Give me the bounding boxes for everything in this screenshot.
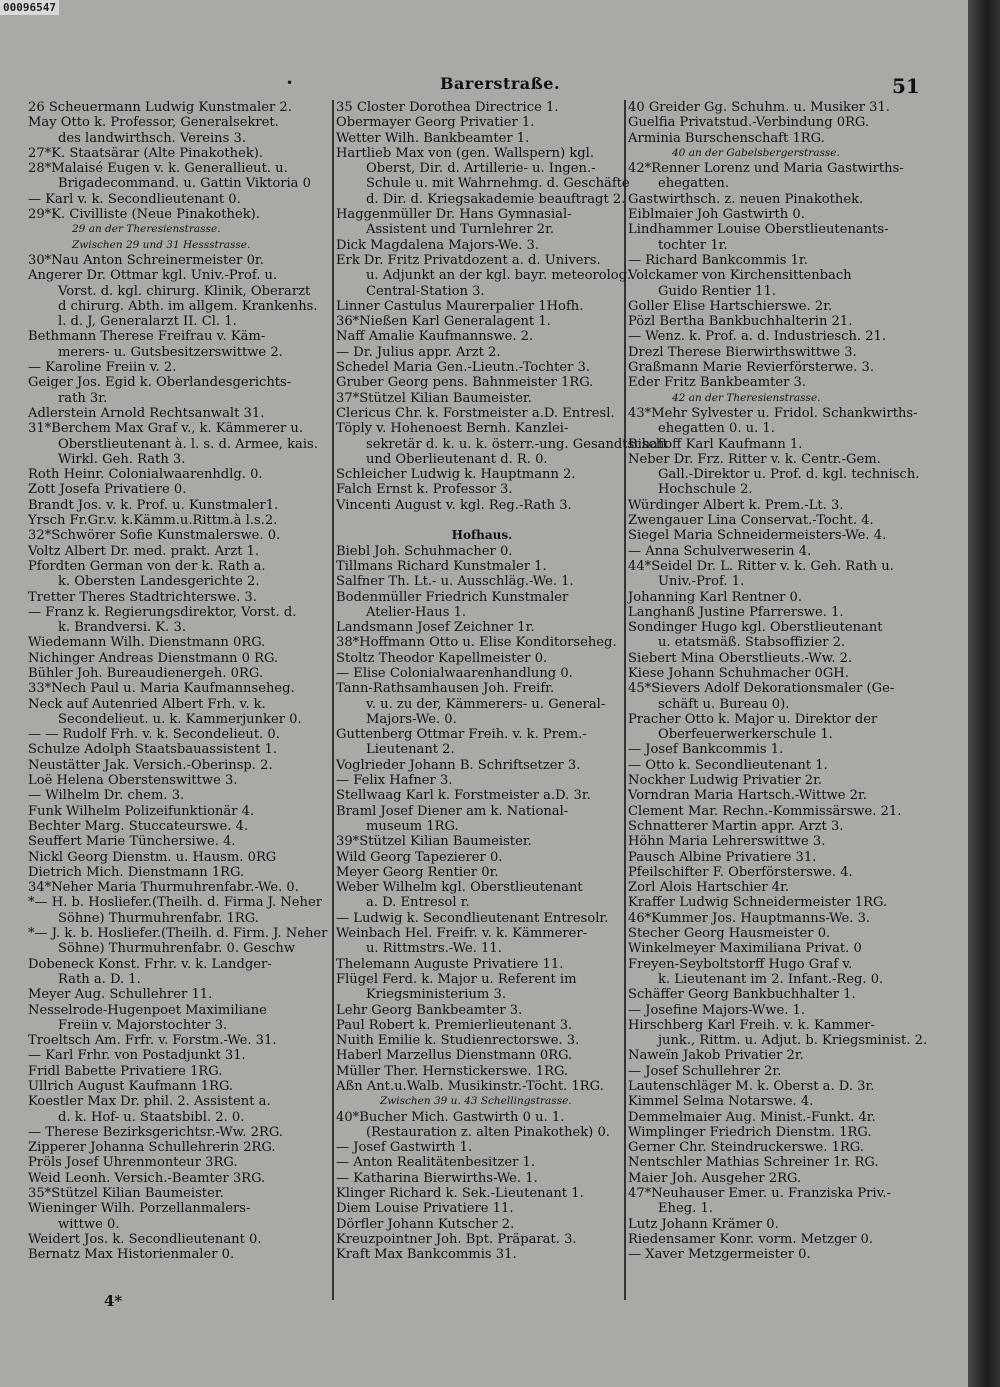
directory-line: Maier Joh. Ausgeher 2RG.	[628, 1170, 802, 1186]
directory-line: — Richard Bankcommis 1r.	[628, 252, 808, 268]
directory-line: sekretär d. k. u. k. österr.-ung. Gesandtschaft	[366, 436, 668, 452]
directory-line: Guelfia Privatstud.-Verbindung 0RG.	[628, 115, 870, 131]
directory-line: Bethmann Therese Freifrau v. Käm-	[28, 329, 266, 345]
directory-line: k. Lieutenant im 2. Infant.-Reg. 0.	[658, 971, 884, 987]
directory-line: Bechter Marg. Stuccateurswe. 4.	[28, 818, 249, 834]
directory-line: 38*Hoffmann Otto u. Elise Konditorseheg.	[336, 635, 617, 651]
directory-line: Geiger Jos. Egid k. Oberlandesgerichts-	[28, 375, 292, 391]
directory-line: Sondinger Hugo kgl. Oberstlieutenant	[628, 620, 883, 636]
directory-line: Freiin v. Majorstochter 3.	[58, 1017, 228, 1033]
directory-line: Winkelmeyer Maximiliana Privat. 0	[628, 941, 862, 957]
directory-line: Weid Leonh. Versich.-Beamter 3RG.	[28, 1170, 266, 1186]
directory-line: d chirurg. Abth. im allgem. Krankenhs.	[58, 298, 318, 314]
directory-line: Vorndran Maria Hartsch.-Wittwe 2r.	[628, 788, 867, 804]
directory-line: Majors-We. 0.	[366, 711, 457, 727]
directory-line: ehegatten 0. u. 1.	[658, 421, 775, 437]
directory-line: Guttenberg Ottmar Freih. v. k. Prem.-	[336, 727, 587, 743]
directory-line: k. Obersten Landesgerichte 2.	[58, 574, 260, 590]
directory-line: 45*Sievers Adolf Dekorationsmaler (Ge-	[628, 681, 895, 697]
directory-line: Zwischen 29 und 31 Hessstrasse.	[72, 238, 251, 251]
directory-line: Lindhammer Louise Oberstlieutenants-	[628, 222, 889, 238]
directory-line: Stoltz Theodor Kapellmeister 0.	[336, 650, 548, 666]
directory-line: Nichinger Andreas Dienstmann 0 RG.	[28, 650, 279, 666]
directory-line: 44*Seidel Dr. L. Ritter v. k. Geh. Rath u.	[628, 558, 894, 574]
directory-line: Pözl Bertha Bankbuchhalterin 21.	[628, 314, 853, 330]
directory-line: — Anton Realitätenbesitzer 1.	[336, 1155, 536, 1171]
directory-line: Kiese Johann Schuhmacher 0GH.	[628, 665, 849, 681]
directory-line: Ullrich August Kaufmann 1RG.	[28, 1079, 234, 1094]
directory-line: Kraffer Ludwig Schneidermeister 1RG.	[628, 895, 888, 911]
directory-line: — Elise Colonialwaarenhandlung 0.	[336, 665, 573, 681]
directory-line: 39*Stützel Kilian Baumeister.	[336, 834, 532, 850]
directory-line: — Josef Gastwirth 1.	[336, 1140, 473, 1156]
directory-line: Gruber Georg pens. Bahnmeister 1RG.	[336, 375, 594, 391]
directory-line: Oberstlieutenant à. l. s. d. Armee, kais.	[58, 436, 318, 452]
directory-line: ehegatten.	[658, 176, 729, 192]
directory-line: Freyen-Seyboltstorff Hugo Graf v.	[628, 956, 853, 972]
directory-line: — — Rudolf Frh. v. k. Secondelieut. 0.	[28, 727, 280, 743]
directory-line: Koestler Max Dr. phil. 2. Assistent a.	[28, 1094, 271, 1110]
directory-line: 42 an der Theresienstrasse.	[672, 391, 821, 404]
directory-line: (Restauration z. alten Pinakothek) 0.	[366, 1124, 610, 1140]
directory-line: Stellwaag Karl k. Forstmeister a.D. 3r.	[336, 788, 591, 804]
directory-line: Landsmann Josef Zeichner 1r.	[336, 620, 535, 636]
directory-line: Söhne) Thurmuhrenfabr. 0. Geschw	[58, 941, 296, 957]
directory-line: tochter 1r.	[658, 237, 728, 253]
directory-line: — Josef Bankcommis 1.	[628, 742, 784, 758]
directory-line: Schulze Adolph Staatsbauassistent 1.	[28, 742, 278, 758]
directory-line: Hofhaus.	[451, 528, 513, 543]
directory-line: Pausch Albine Privatiere 31.	[628, 849, 817, 865]
directory-line: Nickl Georg Dienstm. u. Hausm. 0RG	[28, 849, 277, 865]
directory-line: Schleicher Ludwig k. Hauptmann 2.	[336, 467, 576, 483]
directory-line: Wild Georg Tapezierer 0.	[336, 849, 503, 865]
directory-line: Schäffer Georg Bankbuchhalter 1.	[628, 987, 856, 1003]
directory-line: — Dr. Julius appr. Arzt 2.	[336, 344, 501, 360]
directory-line: Gerner Chr. Steindruckerswe. 1RG.	[628, 1140, 864, 1156]
directory-line: Brigadecommand. u. Gattin Viktoria 0	[58, 176, 311, 192]
directory-line: Hirschberg Karl Freih. v. k. Kammer-	[628, 1017, 875, 1033]
directory-line: — Otto k. Secondlieutenant 1.	[628, 757, 828, 773]
directory-line: Demmelmaier Aug. Minist.-Funkt. 4r.	[628, 1109, 876, 1125]
column-1	[28, 100, 328, 1263]
directory-line: 29 an der Theresienstrasse.	[72, 223, 221, 236]
directory-line: Eder Fritz Bankbeamter 3.	[628, 375, 807, 391]
directory-line: Höhn Maria Lehrerswittwe 3.	[628, 834, 826, 850]
directory-line: 43*Mehr Sylvester u. Fridol. Schankwirths-	[628, 405, 918, 421]
directory-line: *— J. k. b. Hosliefer.(Theilh. d. Firm. J. Neher	[28, 926, 328, 942]
directory-line: d. k. Hof- u. Staatsbibl. 2. 0.	[58, 1109, 245, 1125]
directory-line: Naweïn Jakob Privatier 2r.	[628, 1048, 804, 1064]
book-spine	[968, 0, 1000, 1387]
directory-line: Haggenmüller Dr. Hans Gymnasial-	[336, 207, 572, 223]
directory-line: Riedensamer Konr. vorm. Metzger 0.	[628, 1231, 874, 1247]
directory-line: Johanning Karl Rentner 0.	[628, 589, 802, 605]
directory-line: Weidert Jos. k. Secondlieutenant 0.	[28, 1231, 262, 1247]
directory-line: Fridl Babette Privatiere 1RG.	[28, 1063, 223, 1079]
directory-line: Schedel Maria Gen.-Lieutn.-Tochter 3.	[336, 360, 590, 376]
directory-line: Zott Josefa Privatiere 0.	[28, 482, 187, 498]
directory-line: Obermayer Georg Privatier 1.	[336, 115, 535, 131]
directory-line: Erk Dr. Fritz Privatdozent a. d. Univers.	[336, 252, 601, 268]
directory-line: Langhanß Justine Pfarrerswe. 1.	[628, 604, 844, 620]
directory-line: Kraft Max Bankcommis 31.	[336, 1247, 517, 1263]
directory-line: Bühler Joh. Bureaudienergeh. 0RG.	[28, 665, 264, 681]
directory-line: 42*Renner Lorenz und Maria Gastwirths-	[628, 161, 904, 177]
directory-line: und Oberlieutenant d. R. 0.	[366, 451, 548, 467]
directory-line: Müller Ther. Hernstickerswe. 1RG.	[336, 1063, 569, 1079]
directory-line: Gall.-Direktor u. Prof. d. kgl. technisch.	[658, 467, 920, 483]
running-head: Barerstraße.	[440, 74, 561, 93]
directory-line: Biebl Joh. Schuhmacher 0.	[336, 543, 513, 559]
directory-line: Zwengauer Lina Conservat.-Tocht. 4.	[628, 513, 874, 529]
directory-line: — Wenz. k. Prof. a. d. Industriesch. 21.	[628, 329, 887, 345]
directory-line: Vorst. d. kgl. chirurg. Klinik, Oberarzt	[58, 283, 311, 299]
directory-line: — Karl Frhr. von Postadjunkt 31.	[28, 1048, 246, 1064]
directory-line: 36*Nießen Karl Generalagent 1.	[336, 314, 551, 330]
directory-line: Meyer Aug. Schullehrer 11.	[28, 987, 213, 1003]
directory-line: Kimmel Selma Notarswe. 4.	[628, 1094, 814, 1110]
directory-line: Pröls Josef Uhrenmonteur 3RG.	[28, 1155, 238, 1171]
directory-line: Wiedemann Wilh. Dienstmann 0RG.	[28, 635, 266, 651]
directory-line: Bodenmüller Friedrich Kunstmaler	[336, 589, 569, 605]
directory-line: Wieninger Wilh. Porzellanmalers-	[28, 1201, 251, 1217]
directory-line: Zorl Alois Hartschier 4r.	[628, 880, 790, 896]
directory-line: Dick Magdalena Majors-We. 3.	[336, 237, 540, 253]
directory-line: Thelemann Auguste Privatiere 11.	[336, 956, 564, 972]
directory-line: Naff Amalie Kaufmannswe. 2.	[336, 329, 534, 345]
directory-line: Clement Mar. Rechn.-Kommissärswe. 21.	[628, 803, 902, 819]
directory-line: Meyer Georg Rentier 0r.	[336, 864, 499, 880]
directory-line: Söhne) Thurmuhrenfabr. 1RG.	[58, 910, 259, 926]
directory-line: Brandt Jos. v. k. Prof. u. Kunstmaler1.	[28, 497, 279, 513]
column-2	[336, 100, 668, 1263]
directory-line: — Franz k. Regierungsdirektor, Vorst. d.	[28, 604, 297, 620]
directory-line: Siegel Maria Schneidermeisters-We. 4.	[628, 528, 887, 544]
directory-line: Zipperer Johanna Schullehrerin 2RG.	[28, 1140, 276, 1156]
directory-line: Univ.-Prof. 1.	[658, 574, 745, 590]
directory-line: Eiblmaier Joh Gastwirth 0.	[628, 207, 805, 223]
directory-line: merers- u. Gutsbesitzerswittwe 2.	[58, 344, 283, 360]
directory-line: 27*K. Staatsärar (Alte Pinakothek).	[28, 145, 264, 161]
directory-line: Arminia Burschenschaft 1RG.	[628, 130, 825, 146]
directory-line: Rath a. D. 1.	[58, 971, 141, 987]
directory-line: Weinbach Hel. Freifr. v. k. Kämmerer-	[336, 926, 588, 942]
column-3	[628, 100, 946, 1263]
catchword: 4*	[104, 1292, 123, 1310]
directory-line: — Ludwig k. Secondlieutenant Entresolr.	[336, 910, 609, 926]
directory-line: Klinger Richard k. Sek.-Lieutenant 1.	[336, 1186, 584, 1202]
directory-line: Neck auf Autenried Albert Frh. v. k.	[28, 696, 266, 712]
directory-line: l. d. J, Generalarzt II. Cl. 1.	[58, 314, 237, 330]
directory-line: a. D. Entresol r.	[366, 895, 470, 911]
directory-line: 35*Stützel Kilian Baumeister.	[28, 1186, 224, 1202]
directory-line: des landwirthsch. Vereins 3.	[58, 130, 246, 146]
directory-line: 32*Schwörer Sofie Kunstmalerswe. 0.	[28, 528, 281, 544]
directory-line: 29*K. Civilliste (Neue Pinakothek).	[28, 207, 260, 223]
directory-line: u. Rittmstrs.-We. 11.	[366, 941, 502, 957]
directory-line: Wimplinger Friedrich Dienstm. 1RG.	[628, 1124, 872, 1140]
directory-line: Falch Ernst k. Professor 3.	[336, 482, 513, 498]
directory-line: 31*Berchem Max Graf v., k. Kämmerer u.	[28, 421, 304, 437]
directory-line: Würdinger Albert k. Prem.-Lt. 3.	[628, 497, 844, 513]
directory-line: Siebert Mina Oberstlieuts.-Ww. 2.	[628, 650, 853, 666]
directory-line: Weber Wilhelm kgl. Oberstlieutenant	[336, 880, 583, 896]
column-rule	[332, 100, 334, 1300]
directory-line: Drezl Therese Bierwirthswittwe 3.	[628, 344, 857, 360]
directory-line: 26 Scheuermann Ludwig Kunstmaler 2.	[28, 100, 292, 115]
directory-line: Angerer Dr. Ottmar kgl. Univ.-Prof. u.	[28, 268, 278, 284]
directory-line: Nuith Emilie k. Studienrectorswe. 3.	[336, 1033, 580, 1049]
directory-line: 46*Kummer Jos. Hauptmanns-We. 3.	[628, 910, 871, 926]
directory-line: Lautenschläger M. k. Oberst a. D. 3r.	[628, 1079, 875, 1094]
directory-line: — Katharina Bierwirths-We. 1.	[336, 1170, 538, 1186]
directory-line: Troeltsch Am. Frfr. v. Forstm.-We. 31.	[28, 1033, 277, 1049]
directory-line: v. u. zu der, Kämmerers- u. General-	[366, 696, 606, 712]
directory-line: — Josef Schullehrer 2r.	[628, 1063, 782, 1079]
directory-line: Lieutenant 2.	[366, 742, 455, 758]
directory-line: — Anna Schulverweserin 4.	[628, 543, 812, 559]
directory-line: Secondelieut. u. k. Kammerjunker 0.	[58, 711, 302, 727]
directory-line: Dobeneck Konst. Frhr. v. k. Landger-	[28, 956, 272, 972]
directory-line: Lutz Johann Krämer 0.	[628, 1216, 779, 1232]
directory-line: Paul Robert k. Premierlieutenant 3.	[336, 1017, 573, 1033]
directory-line: 28*Malaisé Eugen v. k. Generallieut. u.	[28, 161, 288, 177]
directory-line: 37*Stützel Kilian Baumeister.	[336, 390, 532, 406]
directory-line: Zwischen 39 u. 43 Schellingstrasse.	[380, 1095, 572, 1108]
directory-line: k. Brandversi. K. 3.	[58, 620, 186, 636]
directory-line: Goller Elise Hartschierswe. 2r.	[628, 298, 833, 314]
directory-line: 40*Bucher Mich. Gastwirth 0 u. 1.	[336, 1109, 565, 1125]
page-number: 51	[892, 74, 920, 98]
directory-line: u. Adjunkt an der kgl. bayr. meteorolog.	[366, 268, 632, 284]
directory-line: 33*Nech Paul u. Maria Kaufmannseheg.	[28, 681, 295, 697]
directory-line: Seuffert Marie Tünchersiwe. 4.	[28, 834, 236, 850]
directory-line: Yrsch Fr.Gr.v. k.Kämm.u.Rittm.à l.s.2.	[28, 513, 278, 529]
directory-line: Voltz Albert Dr. med. prakt. Arzt 1.	[28, 543, 260, 559]
directory-line: — Wilhelm Dr. chem. 3.	[28, 788, 185, 804]
directory-line: junk., Rittm. u. Adjut. b. Kriegsminist. 2.	[658, 1033, 928, 1049]
directory-line: Assistent und Turnlehrer 2r.	[366, 222, 555, 238]
directory-line: Schnatterer Martin appr. Arzt 3.	[628, 818, 844, 834]
directory-line: rath 3r.	[58, 390, 108, 406]
directory-line: Schule u. mit Wahrnehmg. d. Geschäfte	[366, 176, 630, 192]
directory-line: — Therese Bezirksgerichtsr.-Ww. 2RG.	[28, 1124, 283, 1140]
directory-line: Lehr Georg Bankbeamter 3.	[336, 1002, 523, 1018]
directory-line: Funk Wilhelm Polizeifunktionär 4.	[28, 803, 255, 819]
directory-line: Voglrieder Johann B. Schriftsetzer 3.	[336, 757, 581, 773]
directory-line: Atelier-Haus 1.	[366, 604, 467, 620]
directory-line: *— H. b. Hosliefer.(Theilh. d. Firma J. Neher	[28, 895, 322, 911]
directory-line: u. etatsmäß. Stabsoffizier 2.	[658, 635, 846, 651]
directory-line: — Karoline Freiin v. 2.	[28, 360, 177, 376]
directory-line: Hochschule 2.	[658, 482, 753, 498]
directory-line: 30*Nau Anton Schreinermeister 0r.	[28, 252, 264, 268]
directory-line: Bernatz Max Historienmaler 0.	[28, 1247, 235, 1263]
directory-line: d. Dir. d. Kriegsakademie beauftragt 2.	[366, 191, 626, 207]
directory-line: Clericus Chr. k. Forstmeister a.D. Entresl.	[336, 405, 615, 421]
directory-line: wittwe 0.	[58, 1216, 120, 1232]
directory-line: — Josefine Majors-Wwe. 1.	[628, 1002, 806, 1018]
directory-line: Stecher Georg Hausmeister 0.	[628, 926, 831, 942]
directory-line: Central-Station 3.	[366, 283, 485, 299]
directory-line: Tillmans Richard Kunstmaler 1.	[336, 558, 547, 574]
directory-line: Dietrich Mich. Dienstmann 1RG.	[28, 864, 245, 880]
directory-line: Graßmann Marie Revierförsterwe. 3.	[628, 360, 875, 376]
directory-line: — Felix Hafner 3.	[336, 773, 453, 789]
directory-line: Pfeilschifter F. Oberförsterswe. 4.	[628, 864, 853, 880]
directory-line: Neustätter Jak. Versich.-Oberinsp. 2.	[28, 757, 273, 773]
directory-line: Kreuzpointner Joh. Bpt. Präparat. 3.	[336, 1231, 577, 1247]
directory-line: — Karl v. k. Secondlieutenant 0.	[28, 191, 241, 207]
directory-line: Braml Josef Diener am k. National-	[336, 803, 569, 819]
directory-line: Diem Louise Privatiere 11.	[336, 1201, 514, 1217]
directory-line: Roth Heinr. Colonialwaarenhdlg. 0.	[28, 467, 263, 483]
directory-line: 47*Neuhauser Emer. u. Franziska Priv.-	[628, 1186, 892, 1202]
directory-line: Wetter Wilh. Bankbeamter 1.	[336, 130, 530, 146]
directory-line: Loë Helena Oberstenswittwe 3.	[28, 773, 238, 789]
directory-line: Pracher Otto k. Major u. Direktor der	[628, 711, 878, 727]
directory-line: Adlerstein Arnold Rechtsanwalt 31.	[28, 405, 265, 421]
directory-line: Nentschler Mathias Schreiner 1r. RG.	[628, 1155, 879, 1171]
directory-line: Oberst, Dir. d. Artillerie- u. Ingen.-	[366, 161, 596, 177]
directory-line: 40 Greider Gg. Schuhm. u. Musiker 31.	[628, 100, 890, 115]
directory-line: Dörfler Johann Kutscher 2.	[336, 1216, 515, 1232]
directory-line: Volckamer von Kirchensittenbach	[628, 268, 852, 284]
archive-stamp: 00096547	[0, 0, 59, 15]
directory-line: Eheg. 1.	[658, 1201, 713, 1217]
directory-line: Salfner Th. Lt.- u. Ausschläg.-We. 1.	[336, 574, 574, 590]
directory-line	[336, 513, 628, 528]
directory-line: Bischoff Karl Kaufmann 1.	[628, 436, 803, 452]
directory-line: Pfordten German von der k. Rath a.	[28, 558, 266, 574]
directory-line: museum 1RG.	[366, 818, 459, 834]
directory-line: Aßn Ant.u.Walb. Musikinstr.-Töcht. 1RG.	[336, 1079, 604, 1094]
directory-line: 40 an der Gabelsbergerstrasse.	[672, 146, 840, 159]
directory-line: May Otto k. Professor, Generalsekret.	[28, 115, 279, 131]
directory-line: Tann-Rathsamhausen Joh. Freifr.	[336, 681, 555, 697]
directory-line: Haberl Marzellus Dienstmann 0RG.	[336, 1048, 573, 1064]
directory-line: Wirkl. Geh. Rath 3.	[58, 451, 186, 467]
directory-line: Hartlieb Max von (gen. Wallspern) kgl.	[336, 145, 595, 161]
directory-line: Guido Rentier 11.	[658, 283, 776, 299]
directory-line: Gastwirthsch. z. neuen Pinakothek.	[628, 191, 864, 207]
directory-line: Nockher Ludwig Privatier 2r.	[628, 773, 823, 789]
directory-line: 34*Neher Maria Thurmuhrenfabr.-We. 0.	[28, 880, 299, 896]
directory-line: Flügel Ferd. k. Major u. Referent im	[336, 971, 577, 987]
directory-line: Töply v. Hohenoest Bernh. Kanzlei-	[336, 421, 569, 437]
directory-line: Nesselrode-Hugenpoet Maximiliane	[28, 1002, 267, 1018]
directory-line: Oberfeuerwerkerschule 1.	[658, 727, 833, 743]
directory-line: Neber Dr. Frz. Ritter v. k. Centr.-Gem.	[628, 451, 881, 467]
bullet-mark: •	[286, 76, 294, 90]
directory-line: schäft u. Bureau 0).	[658, 696, 790, 712]
directory-line: 35 Closter Dorothea Directrice 1.	[336, 100, 559, 115]
directory-line: Kriegsministerium 3.	[366, 987, 506, 1003]
directory-line: Linner Castulus Maurerpalier 1Hofh.	[336, 298, 584, 314]
directory-line: Tretter Theres Stadtrichterswe. 3.	[28, 589, 257, 605]
directory-line: — Xaver Metzgermeister 0.	[628, 1247, 811, 1263]
directory-line: Vincenti August v. kgl. Reg.-Rath 3.	[336, 497, 572, 513]
